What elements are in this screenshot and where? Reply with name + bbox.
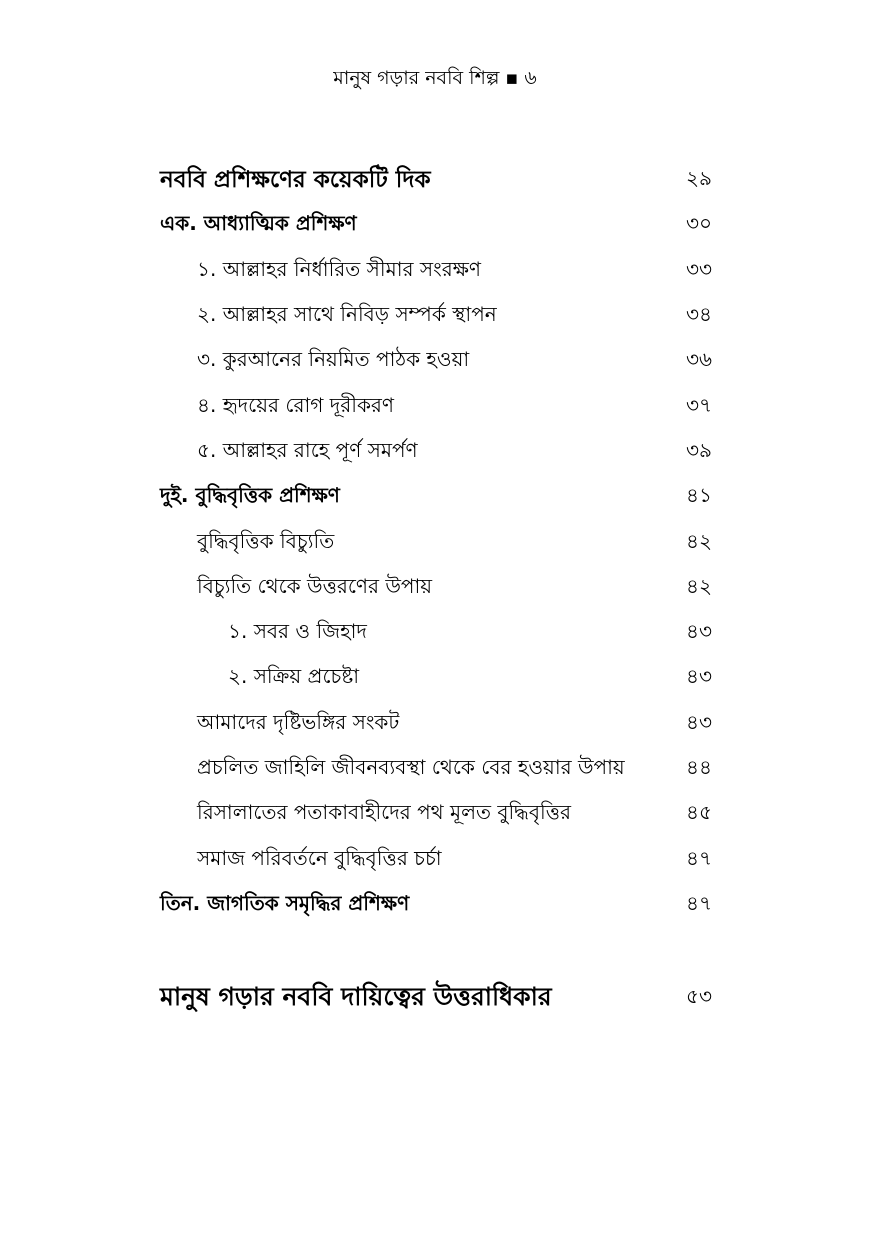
toc-entry[interactable] <box>0 792 870 837</box>
toc-entry[interactable] <box>0 203 870 248</box>
toc-entry-page: ৪৩ <box>686 619 712 644</box>
toc-entry-label: ৩. কুরআনের নিয়মিত পাঠক হওয়া <box>197 347 470 372</box>
toc-entry-page: ৪৫ <box>686 800 712 825</box>
toc-entry[interactable] <box>0 883 870 928</box>
toc-entry-page: ৪১ <box>686 483 712 508</box>
toc-entry-page: ৩০ <box>685 211 712 236</box>
toc-entry-label: তিন. জাগতিক সমৃদ্ধির প্রশিক্ষণ <box>160 890 410 915</box>
table-of-contents <box>0 158 870 928</box>
toc-entry-label: এক. আধ্যাত্মিক প্রশিক্ষণ <box>160 211 357 236</box>
toc-entry[interactable] <box>0 656 870 701</box>
toc-entry[interactable] <box>0 294 870 339</box>
toc-entry[interactable] <box>0 384 870 429</box>
toc-entry-page: ৪৭ <box>686 845 712 870</box>
toc-final-entry[interactable] <box>0 973 870 1023</box>
toc-entry-label: ১. সবর ও জিহাদ <box>228 619 367 644</box>
toc-entry-label: সমাজ পরিবর্তনে বুদ্ধিবৃত্তির চর্চা <box>197 845 442 870</box>
toc-entry[interactable] <box>0 747 870 792</box>
toc-entry-page: ৩৯ <box>686 437 712 462</box>
toc-entry-label: বিচ্যুতি থেকে উত্তরণের উপায় <box>197 573 433 598</box>
toc-entry[interactable] <box>0 339 870 384</box>
toc-entry-page: ৩৩ <box>685 256 712 281</box>
toc-final-entry-label: মানুষ গড়ার নববি দায়িত্বের উত্তরাধিকার <box>160 981 552 1011</box>
toc-entry[interactable] <box>0 566 870 611</box>
toc-entry-label: প্রচলিত জাহিলি জীবনব্যবস্থা থেকে বের হওয়ার উপায় <box>197 755 625 779</box>
toc-entry[interactable] <box>0 249 870 294</box>
toc-entry-page: ৪৪ <box>686 755 712 779</box>
toc-entry-label: রিসালাতের পতাকাবাহীদের পথ মূলত বুদ্ধিবৃত্তির <box>197 800 572 825</box>
toc-entry-label: দুই. বুদ্ধিবৃত্তিক প্রশিক্ষণ <box>160 483 340 508</box>
running-header: মানুষ গড়ার নববি শিল্প ▪ ৬ <box>333 67 537 89</box>
toc-entry-label: ২. সক্রিয় প্রচেষ্টা <box>228 664 360 689</box>
toc-entry-page: ২৯ <box>686 166 712 191</box>
toc-entry[interactable] <box>0 611 870 656</box>
toc-entry-label: ৪. হৃদয়ের রোগ দূরীকরণ <box>197 392 395 417</box>
toc-entry-label: ২. আল্লাহর সাথে নিবিড় সম্পর্ক স্থাপন <box>197 302 497 327</box>
toc-entry[interactable] <box>0 430 870 475</box>
toc-entry-page: ৪৩ <box>686 664 712 689</box>
toc-entry[interactable] <box>0 520 870 565</box>
toc-entry-page: ৩৪ <box>686 302 712 327</box>
toc-entry[interactable] <box>0 702 870 747</box>
toc-entry-page: ৪৩ <box>686 709 712 734</box>
toc-entry-page: ৪২ <box>686 573 712 598</box>
toc-entry-page: ৪৭ <box>686 890 712 915</box>
toc-entry-page: ৪২ <box>686 528 712 553</box>
toc-entry-page: ৩৭ <box>685 392 712 417</box>
toc-entry-label: ১. আল্লাহর নির্ধারিত সীমার সংরক্ষণ <box>197 256 481 281</box>
toc-entry[interactable] <box>0 837 870 882</box>
toc-entry-page: ৩৬ <box>685 347 712 372</box>
toc-entry-label: ৫. আল্লাহর রাহে পূর্ণ সমর্পণ <box>197 437 418 462</box>
toc-entry-label: নববি প্রশিক্ষণের কয়েকটি দিক <box>160 167 431 194</box>
toc-entry-label: বুদ্ধিবৃত্তিক বিচ্যুতি <box>197 528 335 553</box>
toc-entry[interactable] <box>0 475 870 520</box>
toc-entry[interactable] <box>0 158 870 203</box>
toc-final-entry-page: ৫৩ <box>686 983 712 1008</box>
toc-entry-label: আমাদের দৃষ্টিভঙ্গির সংকট <box>197 709 400 734</box>
